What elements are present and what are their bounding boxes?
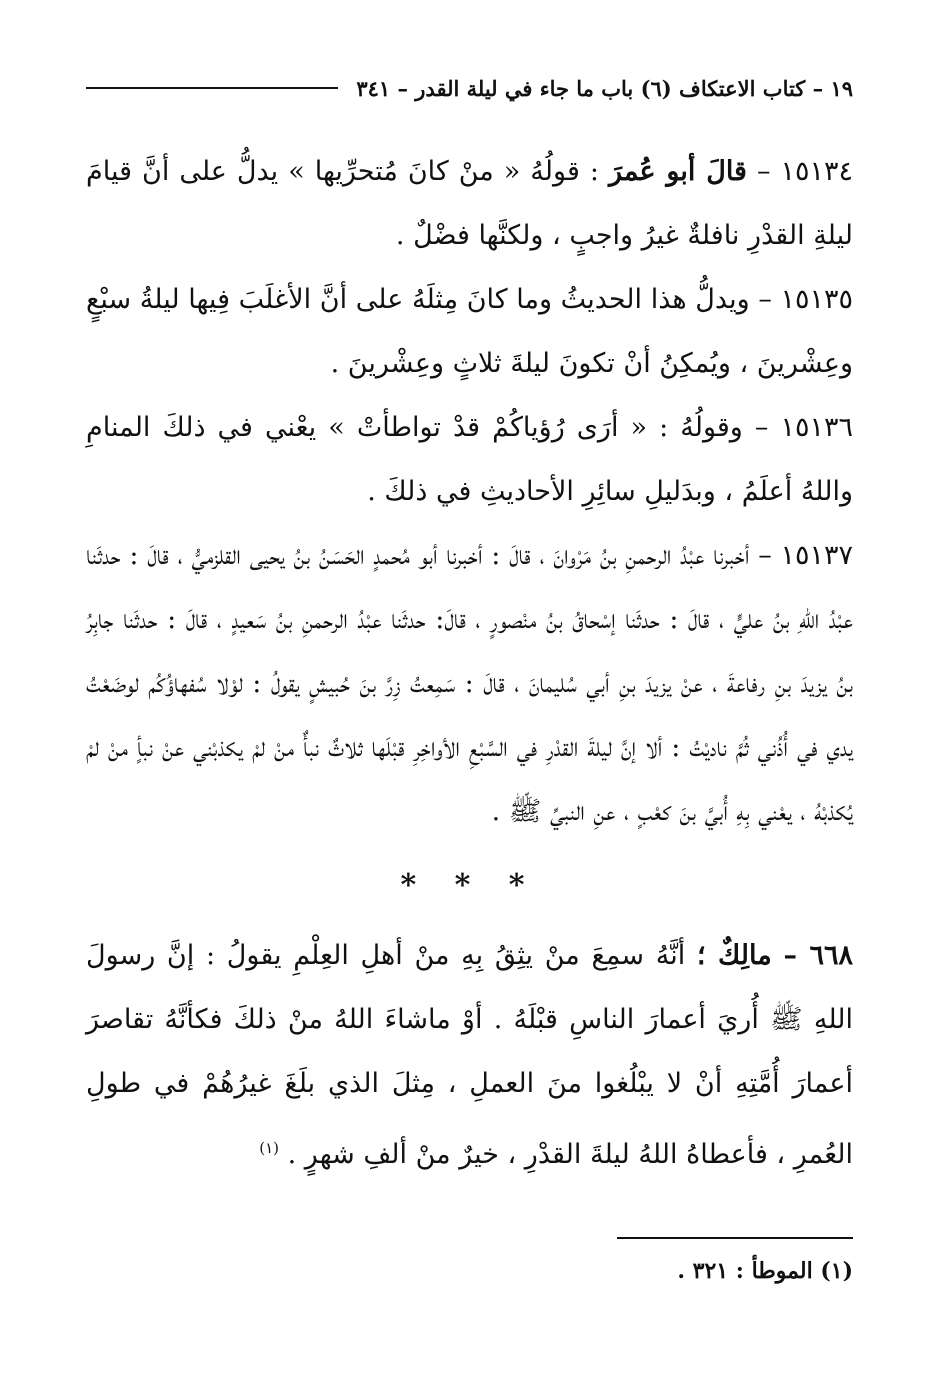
paragraph-body: وقولُهُ : « أرَى رُؤياكُمْ قدْ تواطأتْ » يعْني في ذلكَ المنامِ واللهُ أعلَمُ ، وبدَليلِ سائِرِ الأحاديثِ في ذلكَ . (86, 412, 853, 507)
main-text (86, 140, 853, 1187)
header-text: ١٩ – كتاب الاعتكاف (٦) باب ما جاء في ليلة القدر – ٣٤١ (356, 75, 853, 101)
paragraph-15137 (86, 524, 853, 844)
paragraph-15136 (86, 396, 853, 524)
hadith-body: أنَّهُ سمِعَ منْ يثِقُ بِهِ منْ أهلِ العِلْمِ يقولُ : إنَّ رسولَ اللهِ ﷺ أُريَ أعمارَ الناسِ قبْلَهُ . أوْ ماشاءَ اللهُ منْ ذلكَ فكأنَّهُ تقاصرَ أعمارَ أُمَّتِهِ أنْ لا يبْلُغوا منَ العملِ ، مِثلَ الذي بلَغَ غيرُهُمْ في طولِ العُمرِ ، فأعطاهُ اللهُ ليلةَ القدْرِ ، خيرٌ منْ ألفِ شهرٍ . (86, 940, 853, 1170)
footnote-rule (617, 1237, 853, 1239)
paragraph-body: : قولُهُ « منْ كانَ مُتحرِّيها » يدلُّ على أنَّ قيامَ ليلةِ القدْرِ نافلةٌ غيرُ واجبٍ ، ولكنَّها فضْلٌ . (86, 156, 853, 251)
hadith-lead: مالِكٌ ؛ (696, 940, 772, 971)
hadith-number: ٦٦٨ – (783, 940, 853, 971)
paragraph-15134 (86, 140, 853, 268)
paragraph-number: ١٥١٣٤ – (756, 156, 854, 187)
paragraph-lead: قالَ أبو عُمرَ (608, 156, 747, 187)
header-rule (86, 87, 338, 89)
paragraph-body: أخبرنا عبْدُ الرحمنِ بنُ مَرْوانَ ، قالَ : أخبرنا أبو مُحمدٍ الحَسَنُ بنُ يحيى القلزميُّ ، قالَ : حدثَنا عبْدُ اللهِ بنُ عليٍّ ، قالَ : حدثَنا إسْحاقُ بنُ منْصورٍ ، قالَ: حدثَنا عبْدُ الرحمنِ بنُ سَعيدٍ ، قالَ : حدثَنا جابِرُ بنُ يزيدَ بنِ رفاعةَ ، عنْ يزيدَ بنِ أبي سُليمانَ ، قالَ : سَمِعتُ زِرَّ بنَ حُبيشٍ يقولُ : لوْلا سُفهاؤُكُم لوضَعْتُ يدي في أُذُني ثُمَّ ناديْتُ : ألا إنَّ ليلةَ القدْرِ في السَّبْعِ الأواخِرِ قبْلَها ثلاثٌ نبأٌ منْ لمْ يكذبْني عنْ نبأٍ منْ لمْ يُكذبْهُ ، يعْني بِهِ أُبيَّ بنَ كعْبٍ ، عنِ النبيِّ ﷺ . (86, 540, 853, 827)
hadith-668 (86, 924, 853, 1187)
paragraph-number: ١٥١٣٧ – (758, 540, 853, 571)
footnote-reference[interactable]: (١) (259, 1139, 280, 1157)
paragraph-body: ويدلُّ هذا الحديثُ وما كانَ مِثلَهُ على أنَّ الأغلَبَ فِيها ليلةُ سبْعٍ وعِشْرينَ ، ويُمكِنُ أنْ تكونَ ليلةَ ثلاثٍ وعِشْرينَ . (86, 284, 853, 379)
section-separator: * * * (400, 868, 539, 903)
footnote: (١) الموطأ : ٣٢١ . (677, 1258, 853, 1284)
paragraph-number: ١٥١٣٦ – (754, 412, 853, 443)
paragraph-15135 (86, 268, 853, 396)
running-header (86, 70, 853, 106)
paragraph-number: ١٥١٣٥ – (758, 284, 853, 315)
